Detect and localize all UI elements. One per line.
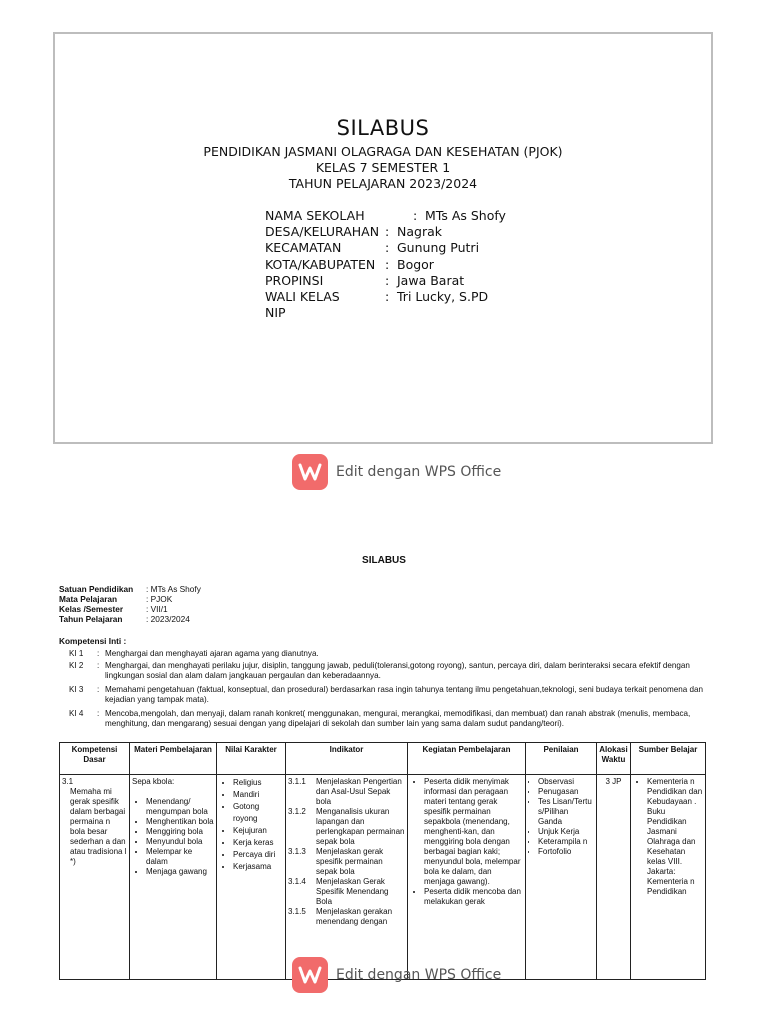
indikator-text: Menjelaskan Pengertian dan Asal-Usul Sepak bola — [316, 777, 402, 806]
meta-row — [59, 614, 201, 624]
indikator-item — [288, 807, 405, 847]
identity-sep: : — [385, 240, 390, 256]
nilai-item: • Religius — [233, 777, 283, 789]
nilai-item: • Kejujuran — [233, 825, 283, 837]
ki-code: KI 3 — [69, 685, 84, 694]
cell-materi — [130, 775, 217, 980]
cell-nilai-karakter — [217, 775, 286, 980]
indikator-text: Menganalisis ukuran lapangan dan perlengkapan permainan sepak bola — [316, 807, 405, 846]
meta-value: : 2023/2024 — [146, 614, 190, 624]
ki-colon: : — [97, 685, 100, 694]
ki-code: KI 1 — [69, 649, 84, 658]
indikator-item — [288, 907, 405, 927]
identity-label: NAMA SEKOLAH — [265, 208, 365, 223]
cover-subtitle-subject: PENDIDIKAN JASMANI OLAGRAGA DAN KESEHATAN (PJOK) — [203, 144, 563, 159]
syllabus-table — [59, 742, 706, 980]
cell-indikator — [286, 775, 408, 980]
wps-logo-icon — [292, 957, 328, 993]
meta-row — [59, 604, 201, 614]
meta-value: : VII/1 — [146, 604, 168, 614]
identity-row — [265, 257, 506, 273]
ki-item — [69, 649, 709, 659]
identity-value: Tri Lucky, S.PD — [397, 289, 489, 305]
indikator-text: Menjelaskan gerak spesifik permainan sepak bola — [316, 847, 384, 876]
kegiatan-item: • Peserta didik mencoba dan melakukan gerak — [424, 887, 523, 907]
penilaian-item: • Observasi — [538, 777, 594, 787]
syllabus-meta — [59, 584, 201, 624]
identity-sep: : — [385, 256, 390, 272]
header-nilai-karakter: Nilai Karakter — [217, 743, 286, 775]
ki-code: KI 4 — [69, 709, 84, 718]
identity-row — [265, 240, 506, 256]
indikator-item — [288, 777, 405, 807]
materi-intro: Sepa kbola: — [132, 777, 175, 786]
meta-row — [59, 594, 201, 604]
indikator-text: Menjelaskan gerakan menendang dengan — [316, 907, 393, 926]
ki-heading: Kompetensi Inti : — [59, 636, 127, 646]
cell-kompetensi-dasar — [60, 775, 130, 980]
identity-sep: : — [385, 289, 390, 305]
ki-text: Mencoba,mengolah, dan menyaji, dalam ranah konkret( menggunakan, mengurai, merangkai, memodifikasi, dan membuat) dan ranah abstrak (menulis, membaca, menghitung, dan mengarang) sesuai dengan yang dipelajari di sekolah dan sumber lain yang sama dalam sudut pandang/teori). — [105, 709, 691, 728]
indikator-item — [288, 847, 405, 877]
meta-key: Mata Pelajaran — [59, 594, 118, 604]
identity-label: NIP — [265, 305, 286, 321]
identity-row — [265, 208, 506, 224]
materi-item: • Menjaga gawang — [146, 867, 214, 877]
table-header-row — [60, 743, 706, 775]
identity-row — [265, 305, 506, 321]
nilai-item: • Gotong royong — [233, 801, 283, 825]
identity-value: Nagrak — [397, 224, 442, 240]
identity-sep — [385, 305, 397, 321]
meta-key: Kelas /Semester — [59, 604, 124, 614]
ki-colon: : — [97, 649, 100, 658]
header-penilaian: Penilaian — [526, 743, 597, 775]
ki-text: Menghargai, dan menghayati perilaku jujur, disiplin, tanggung jawab, peduli(toleransi,gotong royong), santun, percaya diri, dalam berinteraksi secara efektif dengan lingkungan sosial dan alam dalam jangkauan pergaulan dan keberadaannya. — [105, 661, 690, 680]
identity-value: Gunung Putri — [397, 240, 480, 256]
penilaian-item: • Unjuk Kerja — [538, 827, 594, 837]
wps-logo-icon — [292, 454, 328, 490]
cell-alokasi — [597, 775, 631, 980]
header-kompetensi-dasar: Kompetensi Dasar — [60, 743, 130, 775]
identity-label: WALI KELAS — [265, 289, 340, 305]
cell-penilaian — [526, 775, 597, 980]
materi-item: • Menendang/ mengumpan bola — [146, 797, 214, 817]
ki-colon: : — [97, 709, 100, 718]
page2-title: SILABUS — [362, 555, 406, 566]
cover-title: SILABUS — [336, 116, 430, 140]
materi-item: • Melempar ke dalam — [146, 847, 214, 867]
indikator-text: Menjelaskan Gerak Spesifik Menendang Bola — [316, 877, 389, 906]
header-alokasi: Alokasi Waktu — [597, 743, 631, 775]
ki-item — [69, 685, 709, 705]
cover-page — [53, 32, 713, 444]
indikator-number: 3.1.4 — [288, 877, 306, 886]
nilai-item: • Kerja keras — [233, 837, 283, 849]
nilai-item: • Kerjasama — [233, 861, 283, 873]
identity-row — [265, 273, 506, 289]
meta-value: : PJOK — [146, 594, 173, 604]
school-identity — [265, 208, 506, 321]
identity-row — [265, 224, 506, 240]
identity-row — [265, 289, 506, 305]
identity-label: KECAMATAN — [265, 240, 342, 256]
identity-label: PROPINSI — [265, 272, 324, 288]
header-sumber: Sumber Belajar — [631, 743, 706, 775]
ki-item — [69, 661, 709, 681]
indikator-item — [288, 877, 405, 907]
identity-sep: : — [413, 208, 418, 223]
identity-value: Jawa Barat — [397, 272, 465, 288]
penilaian-item: • Penugasan — [538, 787, 594, 797]
cell-sumber — [631, 775, 706, 980]
nilai-item: • Percaya diri — [233, 849, 283, 861]
header-indikator: Indikator — [286, 743, 408, 775]
indikator-number: 3.1.5 — [288, 907, 306, 916]
wps-edit-text[interactable]: Edit dengan WPS Office — [336, 967, 502, 983]
cover-subtitle-year: TAHUN PELAJARAN 2023/2024 — [288, 176, 478, 191]
kd-number: 3.1 — [62, 777, 74, 786]
wps-edit-text[interactable]: Edit dengan WPS Office — [336, 464, 502, 480]
wps-edit-banner[interactable] — [292, 957, 501, 993]
meta-row — [59, 584, 201, 594]
meta-value: : MTs As Shofy — [146, 584, 201, 594]
ki-text: Memahami pengetahuan (faktual, konseptual, dan prosedural) berdasarkan rasa ingin tahunya tentang ilmu pengetahuan,teknologi, seni budaya terkait penomena dan kejadian yang tampak mata). — [105, 685, 703, 704]
meta-key: Satuan Pendidikan — [59, 584, 134, 594]
identity-value: Bogor — [397, 256, 434, 272]
table-row — [60, 775, 706, 980]
wps-edit-banner[interactable] — [292, 454, 501, 490]
indikator-number: 3.1.1 — [288, 777, 306, 786]
kd-text: Memaha mi gerak spesifik dalam berbagai permaina n bola besar sederhan a dan atau tradisiona l *) — [70, 787, 127, 866]
ki-code: KI 2 — [69, 661, 84, 670]
cell-kegiatan — [408, 775, 526, 980]
identity-label: DESA/KELURAHAN — [265, 224, 380, 240]
alokasi-value: 3 JP — [605, 777, 622, 786]
sumber-item: • Kementeria n Pendidikan dan Kebudayaan . Buku Pendidikan Jasmani Olahraga dan Kesehatan kelas VIII. Jakarta: Kementeria n Pendidikan — [647, 777, 703, 897]
materi-item: • Menyundul bola — [146, 837, 214, 847]
penilaian-item: • Keterampila n — [538, 837, 594, 847]
materi-item: • Menggiring bola — [146, 827, 214, 837]
nilai-item: • Mandiri — [233, 789, 283, 801]
ki-item — [69, 709, 709, 729]
identity-label: KOTA/KABUPATEN — [265, 256, 376, 272]
cover-subtitle-class: KELAS 7 SEMESTER 1 — [315, 160, 451, 175]
ki-colon: : — [97, 661, 100, 670]
penilaian-item: • Tes Lisan/Tertu s/Pilihan Ganda — [538, 797, 594, 827]
penilaian-item: • Fortofolio — [538, 847, 594, 857]
materi-item: • Menghentikan bola — [146, 817, 214, 827]
meta-key: Tahun Pelajaran — [59, 614, 123, 624]
ki-text: Menghargai dan menghayati ajaran agama yang dianutnya. — [105, 649, 319, 658]
identity-sep: : — [385, 272, 390, 288]
header-kegiatan: Kegiatan Pembelajaran — [408, 743, 526, 775]
kegiatan-item: • Peserta didik menyimak informasi dan peragaan materi tentang gerak spesifik permainan sepakbola (menendang, menghenti-kan, dan menggiring bola dengan berbagai bagian kaki; menyundul bola, melempar bola ke dalam, dan menjaga gawang). — [424, 777, 523, 887]
identity-value: MTs As Shofy — [425, 208, 506, 223]
header-materi: Materi Pembelajaran — [130, 743, 217, 775]
indikator-number: 3.1.3 — [288, 847, 306, 856]
identity-sep: : — [385, 224, 390, 240]
indikator-number: 3.1.2 — [288, 807, 306, 816]
